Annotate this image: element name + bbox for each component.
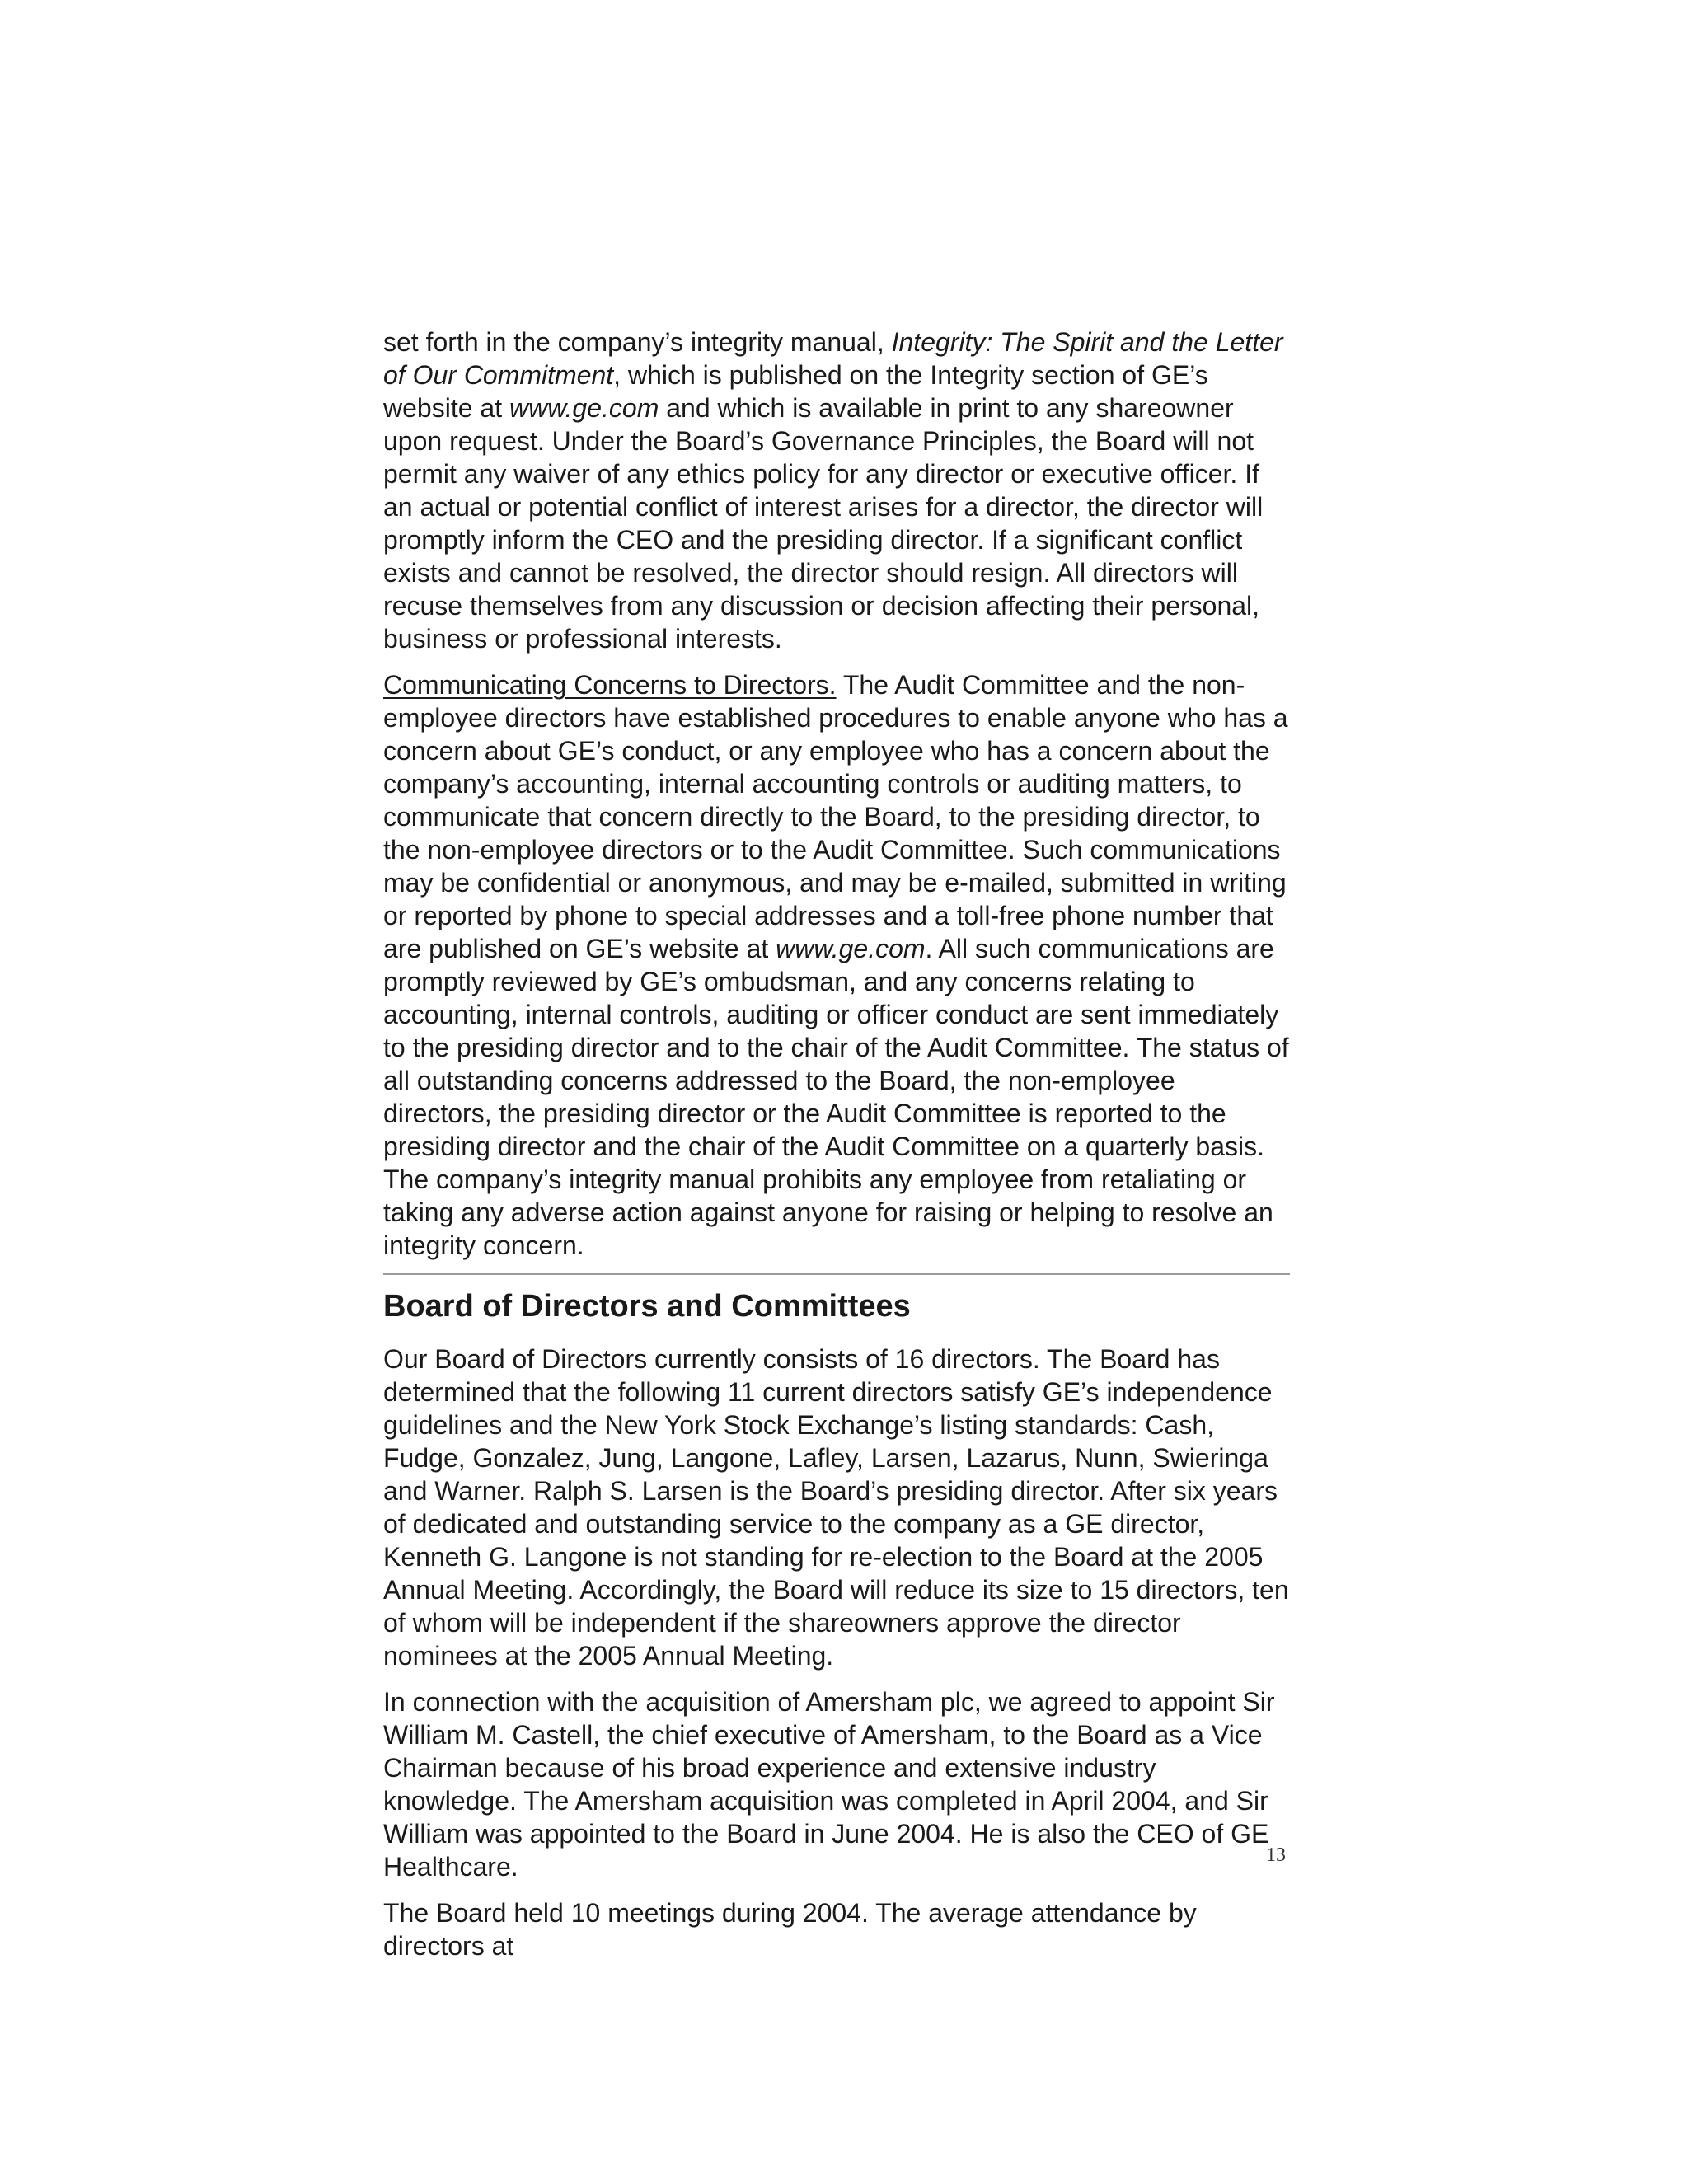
website-link[interactable]: www.ge.com: [776, 934, 926, 963]
integrity-manual-title: Integrity: The Spirit and the Letter of Our Commitment: [383, 327, 1283, 390]
para1-text-1: set forth in the company’s integrity manual,: [383, 327, 892, 357]
para1-text-5: and which is available in print to any shareowner upon request. Under the Board’s Governance Principles, the Board will not permit any waiver of any ethics policy for any director or executive officer. If an actual or potential conflict of interest arises for a director, the director will promptly inform the CEO and the presiding director. If a significant conflict exists and cannot be resolved, the director should resign. All directors will recuse themselves from any discussion or decision affecting their personal, business or professional interests.: [383, 393, 1264, 654]
paragraph-board-meetings: The Board held 10 meetings during 2004. The average attendance by directors at: [383, 1898, 1197, 1961]
para2-text-1: The Audit Committee and the non-employee directors have established procedures to enable anyone who has a concern about GE’s conduct, or any employee who has a concern about the company’s accounting, internal accounting controls or auditing matters, to communicate that concern directly to the Board, to the presiding director, to the non-employee directors or to the Audit Committee. Such communications may be confidential or anonymous, and may be e-mailed, submitted in writing or reported by phone to special addresses and a toll-free phone number that are published on GE’s website at: [383, 670, 1288, 963]
paragraph-amersham: In connection with the acquisition of Amersham plc, we agreed to appoint Sir William M. Castell, the chief executive of Amersham, to the Board as a Vice Chairman because of his broad experience and extensive industry knowledge. The Amersham acquisition was completed in April 2004, and Sir William was appointed to the Board in June 2004. He is also the CEO of GE Healthcare.: [383, 1687, 1275, 1882]
website-link[interactable]: www.ge.com: [509, 393, 659, 423]
section-divider: [383, 1273, 1290, 1275]
document-page: [383, 326, 1290, 1962]
section-heading-board: Board of Directors and Committees: [383, 1289, 911, 1324]
para1-text-3: , which is published on the Integrity section of GE’s website at: [383, 360, 1208, 423]
paragraph-integrity-manual: [383, 326, 1290, 655]
para2-text-3: . All such communications are promptly reviewed by GE’s ombudsman, and any concerns relating to accounting, internal controls, auditing or officer conduct are sent immediately to the presiding director and to the chair of the Audit Committee. The status of all outstanding concerns addressed to the Board, the non-employee directors, the presiding director or the Audit Committee is reported to the presiding director and the chair of the Audit Committee on a quarterly basis. The company’s integrity manual prohibits any employee from retaliating or taking any adverse action against anyone for raising or helping to resolve an integrity concern.: [383, 934, 1289, 1260]
page-number: 13: [1266, 1844, 1286, 1866]
communicating-concerns-heading: Communicating Concerns to Directors.: [383, 670, 837, 700]
paragraph-board-composition: Our Board of Directors currently consists of 16 directors. The Board has determined that the following 11 current directors satisfy GE’s independence guidelines and the New York Stock Exchange’s listing standards: Cash, Fudge, Gonzalez, Jung, Langone, Lafley, Larsen, Lazarus, Nunn, Swieringa and Warner. Ralph S. Larsen is the Board’s presiding director. After six years of dedicated and outstanding service to the company as a GE director, Kenneth G. Langone is not standing for re-election to the Board at the 2005 Annual Meeting. Accordingly, the Board will reduce its size to 15 directors, ten of whom will be independent if the shareowners approve the director nominees at the 2005 Annual Meeting.: [383, 1344, 1289, 1671]
paragraph-communicating-concerns: [383, 668, 1290, 1262]
